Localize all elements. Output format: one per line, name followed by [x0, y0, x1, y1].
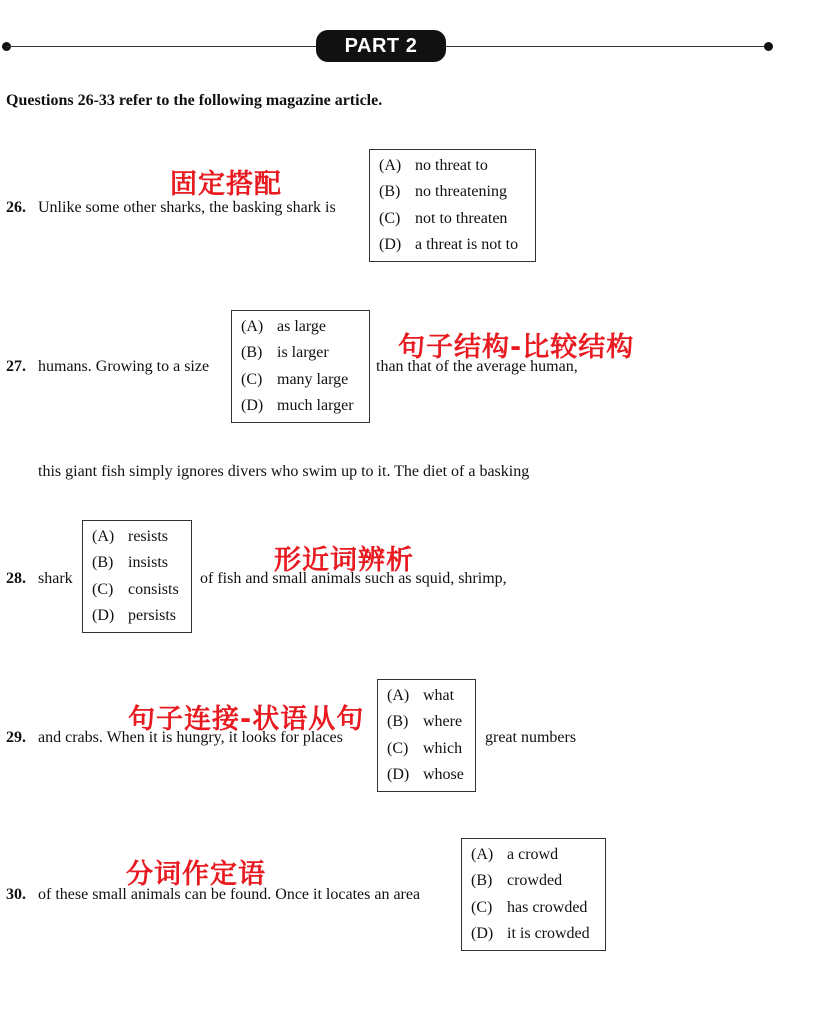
rule-right-line	[444, 46, 768, 47]
instruction-heading: Questions 26-33 refer to the following magazine article.	[6, 92, 383, 109]
option-b[interactable]: (B) insists	[92, 554, 169, 572]
option-a[interactable]: (A) no threat to	[379, 157, 488, 174]
question-number: 27.	[6, 358, 26, 375]
question-text: Unlike some other sharks, the basking shark is	[38, 199, 336, 216]
option-b[interactable]: (B) where	[387, 713, 463, 731]
options-box-27	[231, 310, 370, 423]
passage-continuation: this giant fish simply ignores divers who swim up to it. The diet of a basking	[38, 463, 530, 480]
options-box-29	[377, 679, 476, 792]
option-c[interactable]: (C) many large	[241, 370, 349, 388]
rule-left-line	[6, 46, 318, 47]
question-text: shark	[38, 570, 73, 587]
option-c[interactable]: (C) has crowded	[471, 898, 588, 916]
question-text-after: of fish and small animals such as squid, shrimp,	[200, 570, 507, 587]
part-label: PART 2	[316, 30, 446, 62]
question-text: and crabs. When it is hungry, it looks for places	[38, 729, 343, 746]
question-number: 26.	[6, 199, 26, 216]
annotation-28: 形近词辨析	[274, 545, 414, 576]
question-number: 28.	[6, 570, 26, 587]
option-a[interactable]: (A) as large	[241, 318, 327, 335]
option-a[interactable]: (A) resists	[92, 528, 168, 545]
option-b[interactable]: (B) is larger	[241, 344, 329, 362]
question-text-after: than that of the average human,	[376, 358, 578, 375]
option-d[interactable]: (D) persists	[92, 606, 176, 624]
option-d[interactable]: (D) it is crowded	[471, 924, 590, 942]
option-b[interactable]: (B) no threatening	[379, 183, 507, 201]
option-c[interactable]: (C) consists	[92, 580, 179, 598]
option-d[interactable]: (D) much larger	[241, 396, 354, 414]
option-c[interactable]: (C) which	[387, 739, 463, 757]
question-text: of these small animals can be found. Once it locates an area	[38, 886, 421, 903]
annotation-26: 固定搭配	[170, 169, 282, 200]
annotation-27: 句子结构-比较结构	[398, 332, 635, 363]
question-text: humans. Growing to a size	[38, 358, 210, 375]
rule-right-dot	[764, 42, 773, 51]
annotation-29: 句子连接-状语从句	[128, 704, 365, 735]
question-text-after: great numbers	[485, 729, 577, 746]
option-c[interactable]: (C) not to threaten	[379, 209, 508, 227]
option-d[interactable]: (D) a threat is not to	[379, 235, 519, 253]
question-number: 30.	[6, 886, 26, 903]
option-b[interactable]: (B) crowded	[471, 872, 563, 890]
options-box-28	[82, 520, 192, 633]
options-box-30	[461, 838, 606, 951]
question-number: 29.	[6, 729, 26, 746]
option-d[interactable]: (D) whose	[387, 765, 464, 783]
option-a[interactable]: (A) what	[387, 687, 455, 704]
option-a[interactable]: (A) a crowd	[471, 846, 559, 863]
annotation-30: 分词作定语	[126, 859, 266, 890]
options-box-26	[369, 149, 536, 262]
